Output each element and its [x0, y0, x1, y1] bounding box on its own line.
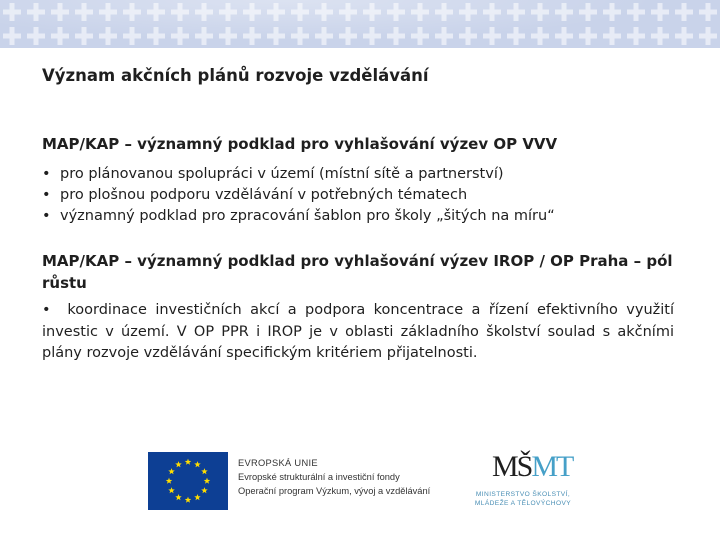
esif-label: Evropské strukturální a investiční fondy [238, 472, 400, 482]
msmt-mark [492, 452, 572, 482]
bullet-glyph: • [42, 187, 51, 203]
section-heading-op-vvv: MAP/KAP – významný podklad pro vyhlašování výzev OP VVV [42, 135, 558, 153]
list-item-text: významný podklad pro zpracování šablon pro školy „šitých na míru“ [60, 208, 555, 224]
list-item [42, 164, 682, 185]
footer-logos [148, 452, 578, 512]
eu-flag-logo [148, 452, 228, 510]
list-item-text: pro plošnou podporu vzdělávání v potřebných tématech [60, 187, 468, 203]
eu-star [175, 461, 181, 467]
eu-star [168, 487, 174, 493]
bullet-glyph: • [42, 302, 51, 318]
msmt-caption-line2: MLÁDEŽE A TĚLOVÝCHOVY [474, 499, 572, 507]
eu-star [204, 478, 210, 484]
bullet-glyph: • [42, 208, 51, 224]
msmt-caption [468, 491, 578, 508]
msmt-caption-line1: MINISTERSTVO ŠKOLSTVÍ, [475, 491, 571, 498]
op-label: Operační program Výzkum, vývoj a vzdělávání [238, 486, 431, 496]
eu-star [201, 487, 207, 493]
eu-stars-icon [148, 452, 228, 510]
bullet-list [42, 164, 682, 227]
eu-star [168, 468, 174, 474]
eu-star [166, 478, 172, 484]
eu-star [194, 461, 200, 467]
paragraph-text: koordinace investičních akcí a podpora koncentrace a řízení efektivního využití investic v území. V OP PPR i IROP je v oblasti základního školství soulad s akčními plány rozvoje vzdělávání specifickým kritériem přijatelnosti. [42, 302, 674, 361]
msmt-logo [468, 452, 578, 512]
list-item-text: pro plánovanou spolupráci v území (místní sítě a partnerství) [60, 166, 504, 182]
bullet-glyph: • [42, 166, 51, 182]
section-heading-irop: MAP/KAP – významný podklad pro vyhlašování výzev IROP / OP Praha – pól růstu [42, 252, 673, 292]
msmt-mark-mt: MT [531, 450, 573, 483]
irop-paragraph [42, 300, 674, 365]
eu-star [185, 497, 191, 503]
slide-title: Význam akčních plánů rozvoje vzdělávání [42, 66, 429, 85]
list-item [42, 206, 682, 227]
eu-text-block [238, 456, 473, 498]
eu-star [194, 494, 200, 500]
header-banner [0, 0, 720, 48]
eu-star [201, 468, 207, 474]
banner-pattern [0, 0, 720, 48]
list-item [42, 185, 682, 206]
eu-star [175, 494, 181, 500]
eu-union-label: EVROPSKÁ UNIE [238, 458, 318, 468]
msmt-mark-ms: MŠ [492, 450, 532, 483]
eu-star [185, 459, 191, 465]
